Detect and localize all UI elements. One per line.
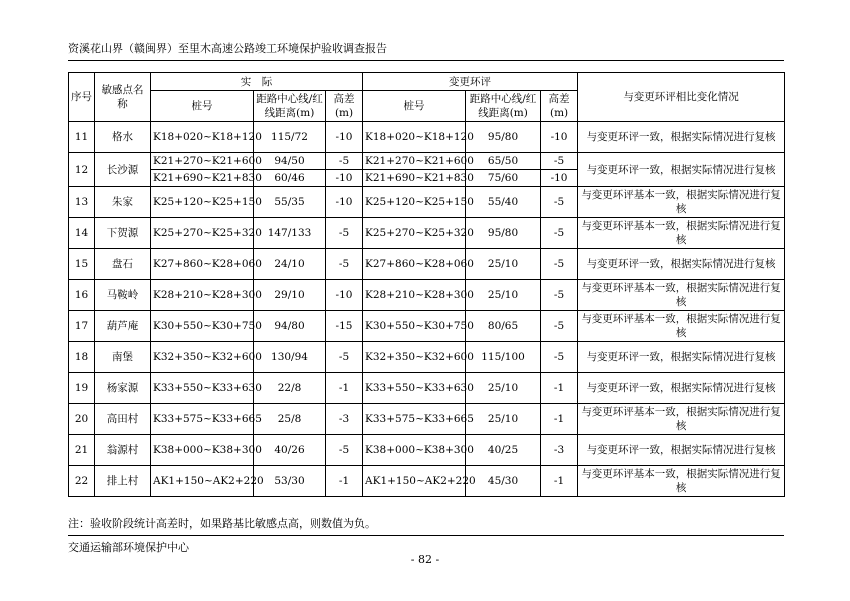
header-actual: 实 际	[151, 73, 363, 91]
cell-eia-stake: K27+860~K28+060	[363, 249, 466, 280]
cell-site-name: 高田村	[95, 404, 151, 435]
table-row	[69, 187, 785, 218]
cell-eia-height-diff: -5	[541, 280, 578, 311]
cell-distance: 147/133	[254, 218, 326, 249]
header-divider	[68, 60, 784, 61]
cell-eia-distance: 25/10	[466, 404, 541, 435]
cell-distance: 22/8	[254, 373, 326, 404]
header-comparison: 与变更环评相比变化情况	[578, 73, 785, 122]
cell-seq: 22	[69, 466, 95, 497]
table-row	[69, 342, 785, 373]
table-row	[69, 466, 785, 497]
sensitive-points-table	[68, 72, 785, 497]
table-row	[69, 311, 785, 342]
table-row	[69, 280, 785, 311]
cell-stake: K21+690~K21+830	[151, 170, 254, 187]
cell-site-name: 翁源村	[95, 435, 151, 466]
cell-height-diff: -5	[326, 218, 363, 249]
cell-comparison: 与变更环评一致，根据实际情况进行复核	[578, 122, 785, 153]
footer-organization: 交通运输部环境保护中心	[68, 541, 189, 554]
cell-comparison: 与变更环评基本一致，根据实际情况进行复核	[578, 404, 785, 435]
cell-comparison: 与变更环评一致，根据实际情况进行复核	[578, 342, 785, 373]
page-number: - 82 -	[410, 553, 440, 566]
cell-distance: 40/26	[254, 435, 326, 466]
table-row	[69, 373, 785, 404]
cell-height-diff: -1	[326, 373, 363, 404]
header-stake-eia: 桩号	[363, 91, 466, 122]
header-seq: 序号	[69, 73, 95, 122]
cell-eia-distance: 55/40	[466, 187, 541, 218]
header-distance-actual: 距路中心线/红线距离(m)	[254, 91, 326, 122]
table-row	[69, 153, 785, 170]
cell-comparison: 与变更环评基本一致，根据实际情况进行复核	[578, 280, 785, 311]
cell-eia-distance: 95/80	[466, 122, 541, 153]
cell-eia-height-diff: -5	[541, 342, 578, 373]
cell-eia-stake: K21+270~K21+600	[363, 153, 466, 170]
cell-comparison: 与变更环评基本一致，根据实际情况进行复核	[578, 187, 785, 218]
table-row	[69, 249, 785, 280]
cell-comparison: 与变更环评一致，根据实际情况进行复核	[578, 153, 785, 187]
cell-seq: 11	[69, 122, 95, 153]
cell-eia-height-diff: -1	[541, 373, 578, 404]
table-row	[69, 404, 785, 435]
cell-eia-distance: 40/25	[466, 435, 541, 466]
cell-seq: 19	[69, 373, 95, 404]
cell-eia-distance: 45/30	[466, 466, 541, 497]
cell-eia-stake: K38+000~K38+300	[363, 435, 466, 466]
cell-stake: K28+210~K28+300	[151, 280, 254, 311]
cell-eia-distance: 80/65	[466, 311, 541, 342]
cell-site-name: 南堡	[95, 342, 151, 373]
header-changed-eia: 变更环评	[363, 73, 578, 91]
cell-stake: K25+270~K25+320	[151, 218, 254, 249]
table-row	[69, 122, 785, 153]
header-stake-actual: 桩号	[151, 91, 254, 122]
cell-eia-stake: K25+270~K25+320	[363, 218, 466, 249]
cell-eia-height-diff: -1	[541, 404, 578, 435]
cell-seq: 21	[69, 435, 95, 466]
cell-eia-height-diff: -5	[541, 187, 578, 218]
cell-height-diff: -5	[326, 249, 363, 280]
cell-eia-stake: K25+120~K25+150	[363, 187, 466, 218]
cell-seq: 16	[69, 280, 95, 311]
cell-distance: 55/35	[254, 187, 326, 218]
cell-height-diff: -1	[326, 466, 363, 497]
cell-stake: K18+020~K18+120	[151, 122, 254, 153]
cell-distance: 29/10	[254, 280, 326, 311]
cell-distance: 53/30	[254, 466, 326, 497]
header-row-top	[69, 73, 785, 91]
cell-eia-distance: 65/50	[466, 153, 541, 170]
cell-eia-distance: 25/10	[466, 280, 541, 311]
cell-eia-stake: K21+690~K21+830	[363, 170, 466, 187]
cell-site-name: 杨家源	[95, 373, 151, 404]
cell-height-diff: -3	[326, 404, 363, 435]
cell-stake: K33+550~K33+630	[151, 373, 254, 404]
cell-site-name: 盘石	[95, 249, 151, 280]
cell-eia-height-diff: -5	[541, 311, 578, 342]
cell-eia-stake: K18+020~K18+120	[363, 122, 466, 153]
cell-site-name: 葫芦庵	[95, 311, 151, 342]
cell-seq: 14	[69, 218, 95, 249]
cell-distance: 24/10	[254, 249, 326, 280]
table-row	[69, 435, 785, 466]
cell-eia-stake: K33+575~K33+665	[363, 404, 466, 435]
cell-comparison: 与变更环评基本一致，根据实际情况进行复核	[578, 311, 785, 342]
cell-site-name: 马鞍岭	[95, 280, 151, 311]
cell-site-name: 朱家	[95, 187, 151, 218]
cell-distance: 94/50	[254, 153, 326, 170]
cell-eia-height-diff: -10	[541, 122, 578, 153]
cell-stake: AK1+150~AK2+220	[151, 466, 254, 497]
cell-eia-distance: 25/10	[466, 373, 541, 404]
table-body	[69, 122, 785, 497]
cell-comparison: 与变更环评一致，根据实际情况进行复核	[578, 373, 785, 404]
cell-comparison: 与变更环评基本一致，根据实际情况进行复核	[578, 466, 785, 497]
cell-eia-stake: K33+550~K33+630	[363, 373, 466, 404]
cell-eia-stake: K32+350~K32+600	[363, 342, 466, 373]
cell-comparison: 与变更环评基本一致，根据实际情况进行复核	[578, 218, 785, 249]
cell-eia-distance: 75/60	[466, 170, 541, 187]
cell-site-name: 下贺源	[95, 218, 151, 249]
cell-eia-distance: 25/10	[466, 249, 541, 280]
cell-distance: 25/8	[254, 404, 326, 435]
cell-distance: 60/46	[254, 170, 326, 187]
header-height-eia: 高差(m)	[541, 91, 578, 122]
cell-eia-height-diff: -5	[541, 218, 578, 249]
cell-height-diff: -15	[326, 311, 363, 342]
page-header: 资溪花山界（赣闽界）至里木高速公路竣工环境保护验收调查报告	[68, 42, 387, 55]
cell-eia-stake: K28+210~K28+300	[363, 280, 466, 311]
cell-site-name: 排上村	[95, 466, 151, 497]
cell-site-name: 长沙源	[95, 153, 151, 187]
cell-stake: K27+860~K28+060	[151, 249, 254, 280]
cell-stake: K21+270~K21+600	[151, 153, 254, 170]
cell-eia-height-diff: -3	[541, 435, 578, 466]
cell-distance: 94/80	[254, 311, 326, 342]
table-note: 注：验收阶段统计高差时，如果路基比敏感点高，则数值为负。	[68, 517, 376, 530]
cell-eia-height-diff: -1	[541, 466, 578, 497]
cell-height-diff: -10	[326, 280, 363, 311]
cell-eia-distance: 95/80	[466, 218, 541, 249]
footer-divider	[68, 535, 784, 536]
cell-stake: K38+000~K38+300	[151, 435, 254, 466]
cell-seq: 15	[69, 249, 95, 280]
cell-height-diff: -10	[326, 187, 363, 218]
cell-eia-height-diff: -10	[541, 170, 578, 187]
cell-eia-stake: AK1+150~AK2+220	[363, 466, 466, 497]
header-height-actual: 高差(m)	[326, 91, 363, 122]
cell-seq: 18	[69, 342, 95, 373]
cell-distance: 115/72	[254, 122, 326, 153]
cell-seq: 13	[69, 187, 95, 218]
header-distance-eia: 距路中心线/红线距离(m)	[466, 91, 541, 122]
cell-height-diff: -10	[326, 170, 363, 187]
table-row	[69, 218, 785, 249]
cell-height-diff: -5	[326, 342, 363, 373]
cell-height-diff: -5	[326, 435, 363, 466]
cell-comparison: 与变更环评一致，根据实际情况进行复核	[578, 435, 785, 466]
cell-height-diff: -5	[326, 153, 363, 170]
cell-seq: 17	[69, 311, 95, 342]
cell-stake: K33+575~K33+665	[151, 404, 254, 435]
cell-stake: K30+550~K30+750	[151, 311, 254, 342]
cell-eia-stake: K30+550~K30+750	[363, 311, 466, 342]
cell-eia-height-diff: -5	[541, 249, 578, 280]
cell-seq: 12	[69, 153, 95, 187]
cell-eia-distance: 115/100	[466, 342, 541, 373]
cell-stake: K25+120~K25+150	[151, 187, 254, 218]
header-site-name: 敏感点名称	[95, 73, 151, 122]
cell-comparison: 与变更环评一致，根据实际情况进行复核	[578, 249, 785, 280]
cell-eia-height-diff: -5	[541, 153, 578, 170]
cell-height-diff: -10	[326, 122, 363, 153]
cell-distance: 130/94	[254, 342, 326, 373]
cell-site-name: 格水	[95, 122, 151, 153]
cell-seq: 20	[69, 404, 95, 435]
cell-stake: K32+350~K32+600	[151, 342, 254, 373]
